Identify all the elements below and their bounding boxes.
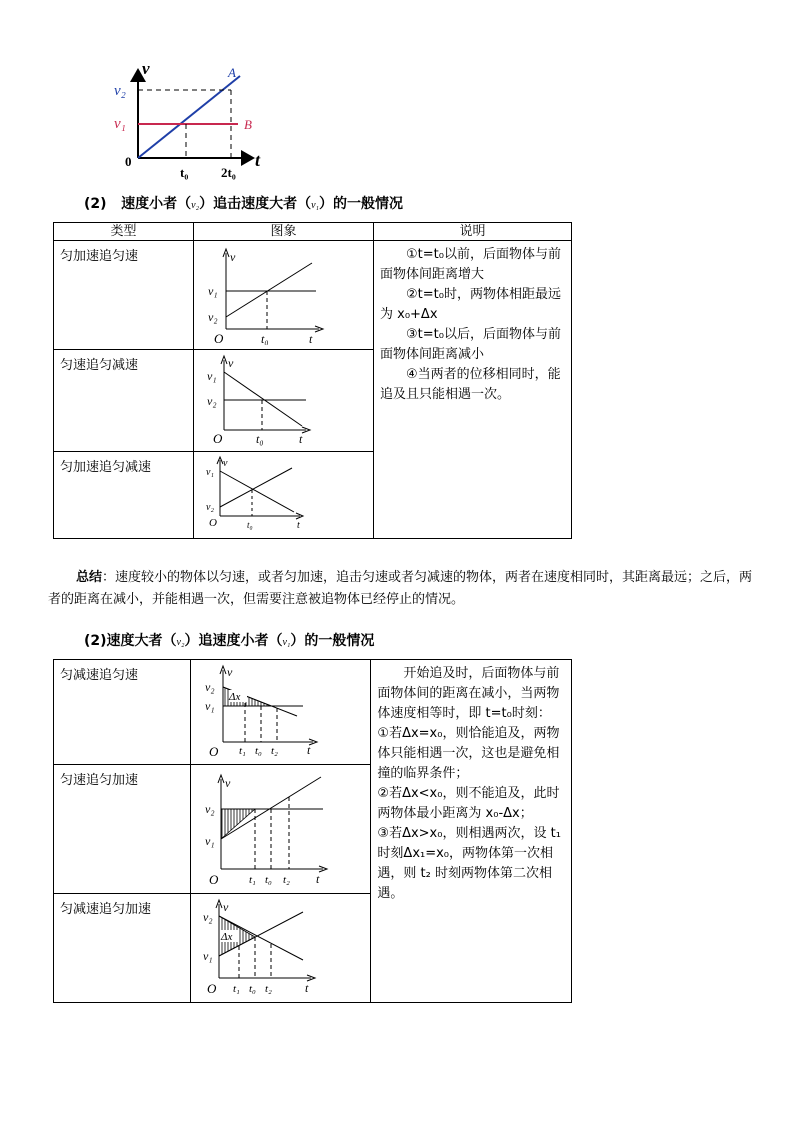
graph-origin: O — [209, 517, 217, 529]
heading-text-c: ）的一般情况 — [290, 633, 375, 649]
graph-uniform-vs-accel — [191, 765, 370, 889]
graph-t: t — [297, 520, 300, 531]
summary-paragraph — [48, 567, 762, 611]
section2-heading — [84, 630, 374, 650]
desc-line-3: ②若Δx<x₀，则不能追及，此时两物体最小距离为 x₀-Δx； — [377, 786, 560, 821]
description-cell — [374, 241, 572, 539]
line-a — [138, 76, 240, 158]
graph-t: t — [299, 432, 303, 446]
graph-uniform-vs-decel — [194, 350, 373, 447]
graph-v1: v₁ — [208, 284, 218, 298]
graph-t: t — [309, 332, 313, 345]
desc-line-1: 开始追及时，后面物体与前面物体间的距离在减小，当两物体速度相等时，即 t=t₀时刻： — [377, 666, 560, 721]
chase-table-2 — [53, 659, 572, 1003]
graph-cell — [191, 894, 371, 1003]
heading-symbol-v1: v₁ — [282, 637, 291, 648]
row-type: 匀减速追匀加速 — [54, 894, 191, 1003]
graph-v1: v₁ — [203, 949, 213, 963]
graph-v1: v₁ — [205, 699, 215, 713]
desc-line-2: ②t=t₀时，两物体相距最远为 x₀+Δx — [380, 287, 561, 322]
graph-origin: O — [207, 981, 217, 996]
graph-t1: t₁ — [239, 745, 247, 757]
graph-v: v — [230, 250, 236, 264]
v1-label: v₁ — [114, 116, 126, 132]
graph-t2: t₂ — [265, 983, 273, 995]
col-header-desc: 说明 — [374, 223, 572, 241]
graph-accel-vs-uniform — [194, 241, 373, 345]
graph-cell — [194, 241, 374, 350]
graph-t0: t₀ — [249, 983, 257, 995]
graph-v: v — [227, 665, 233, 679]
graph-t: t — [305, 981, 309, 995]
graph-dx: Δx — [229, 691, 241, 703]
graph-v: v — [225, 776, 231, 790]
v-axis-label: v — [142, 59, 150, 78]
description-cell — [371, 660, 572, 1003]
graph-t0: t₀ — [256, 432, 264, 446]
heading-text-a: 速度小者（ — [121, 196, 192, 212]
row-type: 匀加速追匀减速 — [54, 452, 194, 539]
heading-text-c: ）的一般情况 — [319, 196, 404, 212]
col-header-type: 类型 — [54, 223, 194, 241]
graph-v2: v₂ — [208, 310, 218, 324]
row-type: 匀减速追匀速 — [54, 660, 191, 765]
summary-label: 总结 — [76, 570, 103, 585]
desc-line-4: ④当两者的位移相同时，能追及且只能相遇一次。 — [380, 367, 561, 402]
graph-origin: O — [213, 431, 223, 446]
graph-v2: v₂ — [205, 802, 215, 816]
graph-t0: t₀ — [261, 332, 269, 345]
heading-text-b: ）追速度小者（ — [184, 633, 283, 649]
heading-text-a: 速度大者（ — [106, 633, 177, 649]
graph-decel-vs-uniform — [191, 660, 370, 760]
row-type: 匀加速追匀速 — [54, 241, 194, 350]
col-header-graph: 图象 — [194, 223, 374, 241]
graph-t1: t₁ — [249, 874, 257, 886]
graph-origin: O — [209, 744, 219, 759]
heading-symbol-v2: v₂ — [191, 200, 200, 211]
t0-label: t₀ — [180, 165, 189, 180]
graph-v2: v₂ — [205, 680, 215, 694]
line-b-label: B — [244, 117, 252, 132]
graph-v1: v₁ — [205, 834, 215, 848]
graph-v: v — [223, 458, 228, 469]
graph-t: t — [316, 872, 320, 886]
graph-cell — [194, 452, 374, 539]
line-a-label: A — [228, 65, 236, 80]
chase-table-1 — [53, 222, 572, 539]
graph-cell — [191, 660, 371, 765]
t-axis-label: t — [255, 150, 261, 170]
graph-t: t — [307, 743, 311, 757]
graph-origin: O — [214, 331, 224, 345]
origin-label: 0 — [125, 154, 132, 169]
graph-v2: v₂ — [207, 394, 217, 408]
graph-v: v — [228, 356, 234, 370]
desc-line-4: ③若Δx>x₀，则相遇两次，设 t₁ 时刻Δx₁=x₀，两物体第一次相遇，则 t₂ 时刻两物体第二次相遇。 — [377, 826, 561, 901]
heading-number: (2) — [84, 196, 107, 212]
v2-label: v₂ — [114, 83, 126, 99]
graph-v1: v₁ — [207, 369, 217, 383]
row-type: 匀速追匀加速 — [54, 765, 191, 894]
graph-accel-vs-decel — [194, 452, 373, 534]
graph-v2: v₂ — [203, 910, 213, 924]
graph-t2: t₂ — [271, 745, 279, 757]
summary-text: ：速度较小的物体以匀速，或者匀加速，追击匀速或者匀减速的物体，两者在速度相同时，其距离最远；之后，两者的距离在减小，并能相遇一次，但需要注意被追物体已经停止的情况。 — [48, 570, 753, 607]
heading-text-b: ）追击速度大者（ — [199, 196, 312, 212]
graph-t0: t₀ — [247, 520, 253, 530]
graph-t2: t₂ — [283, 874, 291, 886]
graph-t0: t₀ — [265, 874, 273, 886]
row-type: 匀速追匀减速 — [54, 350, 194, 452]
graph-cell — [191, 765, 371, 894]
graph-decel-vs-accel — [191, 894, 370, 998]
graph-cell — [194, 350, 374, 452]
heading-number: (2) — [84, 633, 107, 649]
2t0-label: 2t₀ — [221, 165, 236, 180]
top-vt-graph — [108, 58, 278, 183]
graph-v: v — [223, 900, 229, 914]
desc-line-1: ①t=t₀以前，后面物体与前面物体间距离增大 — [380, 247, 561, 282]
graph-t1: t₁ — [233, 983, 241, 995]
graph-t0: t₀ — [255, 745, 263, 757]
graph-origin: O — [209, 872, 219, 887]
desc-line-2: ①若Δx=x₀，则恰能追及，两物体只能相遇一次，这也是避免相撞的临界条件； — [377, 726, 560, 781]
desc-line-3: ③t=t₀以后，后面物体与前面物体间距离减小 — [380, 327, 561, 362]
graph-dx: Δx — [221, 931, 233, 943]
heading-symbol-v1: v₁ — [311, 200, 320, 211]
heading-symbol-v2: v₂ — [176, 637, 185, 648]
section1-heading — [84, 193, 403, 213]
graph-v2: v₂ — [206, 502, 214, 513]
graph-v1: v₁ — [206, 467, 214, 478]
